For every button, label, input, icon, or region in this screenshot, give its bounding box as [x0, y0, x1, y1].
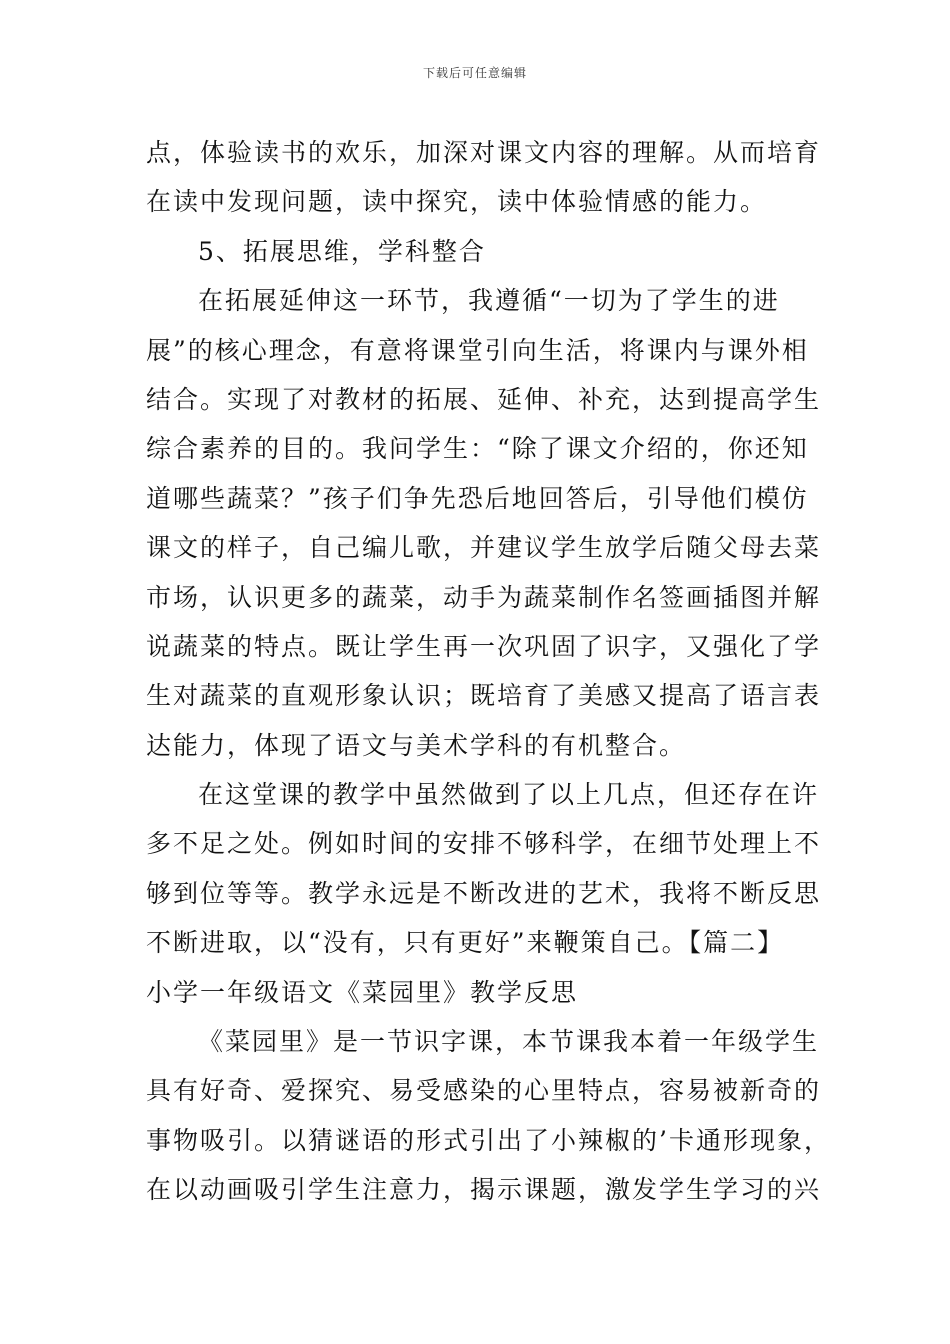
text-line: 达能力，体现了语文与美术学科的有机整合。	[146, 730, 687, 760]
document-body	[146, 128, 831, 1215]
section-heading: 5、拓展思维，学科整合	[198, 236, 486, 266]
text-line: 市场，认识更多的蔬菜，动手为蔬菜制作名签画插图并解	[146, 582, 822, 612]
text-line: 够到位等等。教学永远是不断改进的艺术，我将不断反思	[146, 878, 822, 908]
text-line: 综合素养的目的。我问学生：“除了课文介绍的，你还知	[146, 434, 809, 464]
text-line: 展”的核心理念，有意将课堂引向生活，将课内与课外相	[146, 335, 809, 365]
paragraph-start-line: 在这堂课的教学中虽然做到了以上几点，但还存在许	[198, 780, 820, 810]
text-line: 在读中发现问题，读中探究，读中体验情感的能力。	[146, 187, 768, 217]
article-title: 小学一年级语文《菜园里》教学反思	[146, 977, 579, 1007]
text-line: 说蔬菜的特点。既让学生再一次巩固了识字，又强化了学	[146, 631, 822, 661]
paragraph-start-line: 在拓展延伸这一环节，我遵循“一切为了学生的进	[198, 286, 780, 316]
text-line: 生对蔬菜的直观形象认识；既培育了美感又提高了语言表	[146, 681, 822, 711]
text-line: 不断进取，以“没有，只有更好”来鞭策自己。【篇二】	[146, 928, 785, 958]
text-line: 具有好奇、爱探究、易受感染的心里特点，容易被新奇的	[146, 1076, 822, 1106]
paragraph-start-line: 《菜园里》是一节识字课，本节课我本着一年级学生	[198, 1027, 820, 1057]
page-header: 下载后可任意编辑	[422, 66, 527, 80]
text-line: 课文的样子，自己编儿歌，并建议学生放学后随父母去菜	[146, 533, 822, 563]
text-line: 道哪些蔬菜？”孩子们争先恐后地回答后，引导他们模仿	[146, 483, 809, 513]
text-line: 点，体验读书的欢乐，加深对课文内容的理解。从而培育	[146, 138, 822, 167]
text-line: 结合。实现了对教材的拓展、延伸、补充，达到提高学生	[146, 384, 822, 414]
text-line: 事物吸引。以猜谜语的形式引出了小辣椒的’卡通形现象，	[146, 1125, 831, 1155]
text-line: 多不足之处。例如时间的安排不够科学，在细节处理上不	[146, 829, 822, 859]
text-line: 在以动画吸引学生注意力，揭示课题，激发学生学习的兴	[146, 1175, 822, 1205]
